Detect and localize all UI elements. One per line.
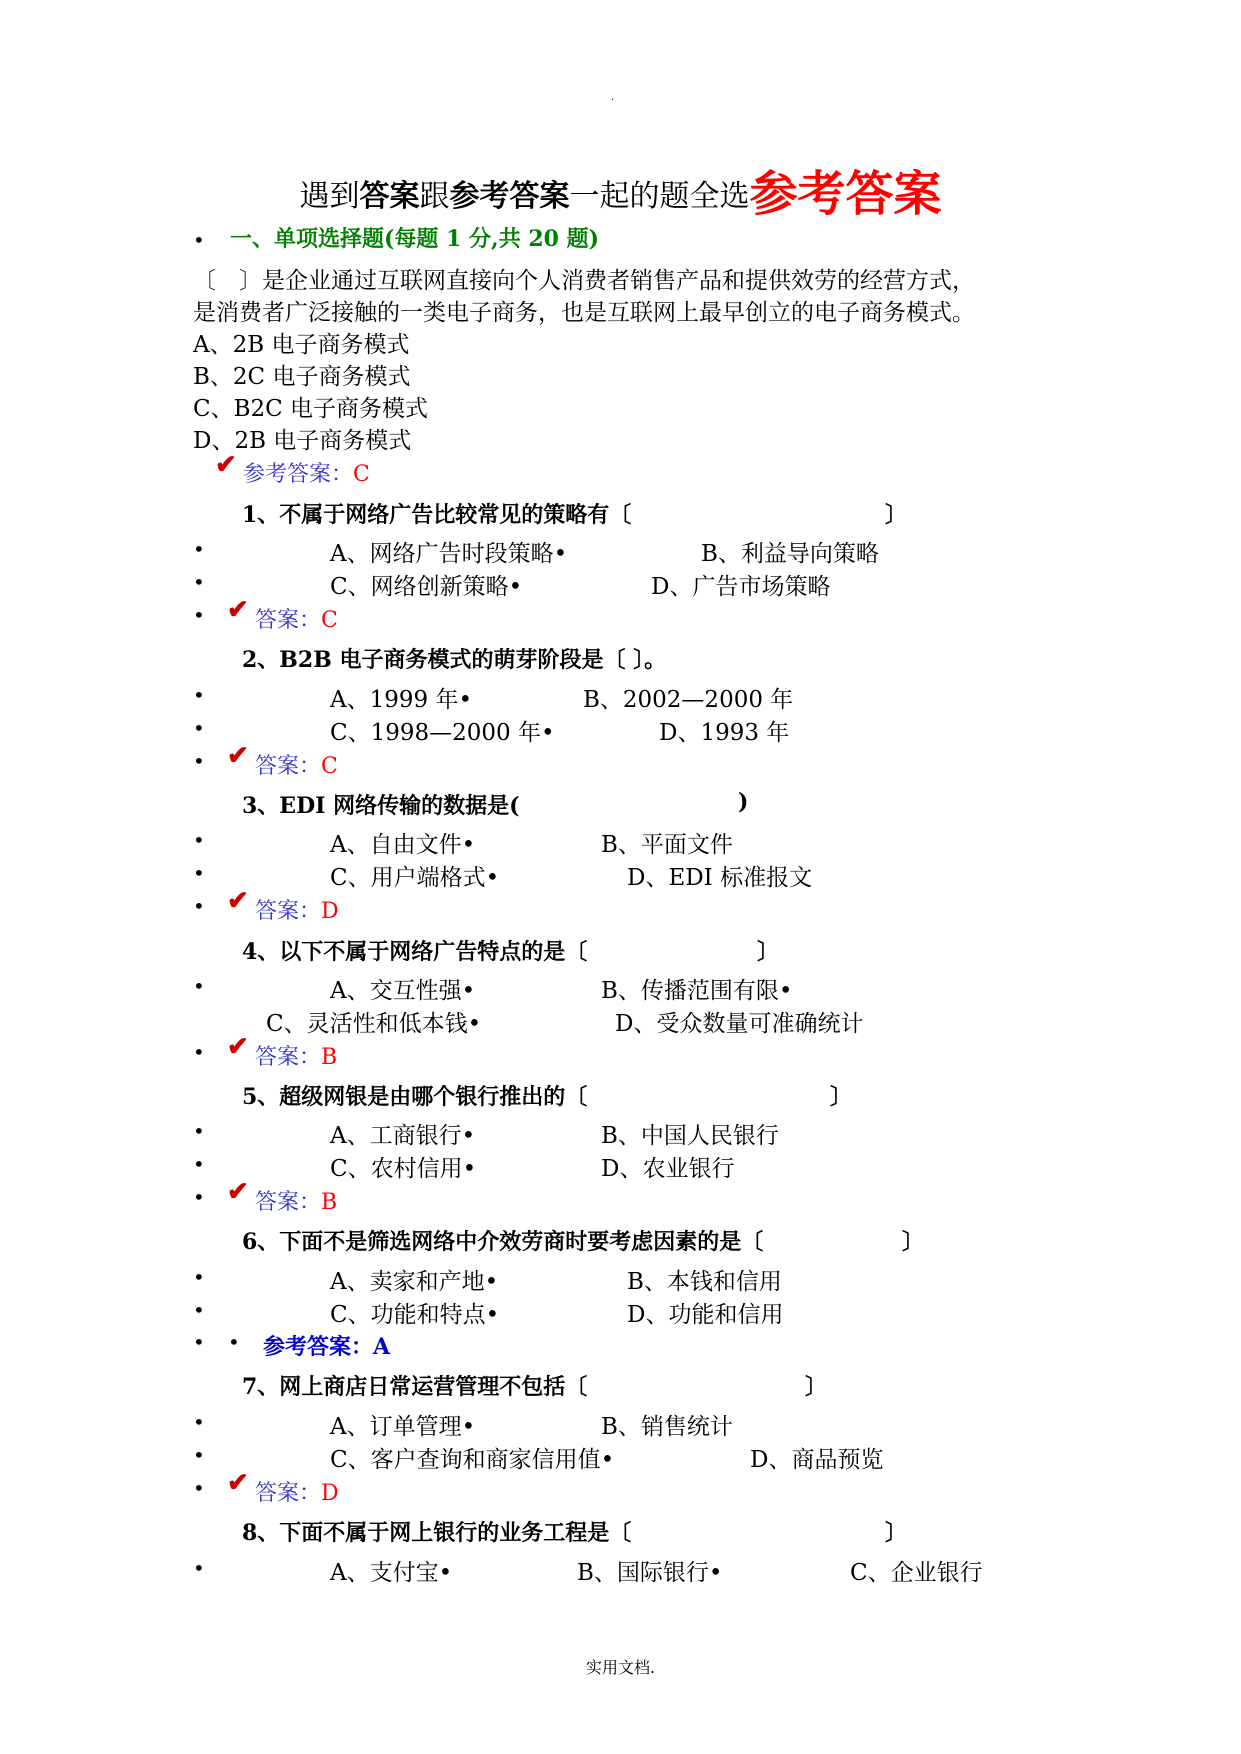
q6-option-d: D、功能和信用 — [627, 1302, 784, 1328]
q5-option-a: A、工商银行• — [330, 1123, 476, 1149]
answer-label: 答案： — [255, 754, 322, 779]
question-3: 3、EDI 网络传输的数据是( — [242, 793, 520, 819]
q1-option-b: B、利益导向策略 — [701, 541, 879, 567]
bullet: • — [193, 749, 205, 773]
title-part-3: 跟 — [419, 179, 450, 214]
checkmark-icon: ✔ — [227, 595, 249, 625]
question-7: 7、网上商店日常运营管理不包括〔 — [242, 1374, 588, 1400]
q7-option-c: C、客户查询和商家信用值• — [330, 1447, 615, 1473]
bullet: • — [193, 1265, 205, 1289]
q5-option-b: B、中国人民银行 — [601, 1123, 779, 1149]
q2-option-d: D、1993 年 — [659, 720, 790, 746]
question-8: 8、下面不属于网上银行的业务工程是〔 — [242, 1520, 632, 1546]
q1-answer — [255, 603, 338, 634]
page-title — [0, 155, 1241, 224]
q4-option-b: B、传播范围有限• — [601, 978, 793, 1004]
question-2: 2、B2B 电子商务模式的萌芽阶段是〔 〕。 — [242, 647, 667, 673]
q2-answer — [255, 749, 338, 780]
q2-option-b: B、2002—2000 年 — [583, 687, 794, 713]
intro-option-d: D、2B 电子商务模式 — [193, 428, 412, 454]
answer-value: C — [321, 608, 338, 633]
q5-answer — [255, 1185, 337, 1216]
q7-option-d: D、商品预览 — [750, 1447, 884, 1473]
q3-option-c: C、用户端格式• — [330, 865, 500, 891]
bullet: • — [193, 570, 205, 594]
answer-value: D — [321, 1481, 339, 1506]
q4-option-d: D、受众数量可准确统计 — [615, 1011, 864, 1037]
bullet: • — [228, 1330, 240, 1354]
answer-label: 答案： — [255, 899, 322, 924]
q5-option-c: C、农村信用• — [330, 1156, 477, 1182]
bullet: • — [193, 1556, 205, 1580]
q8-option-b: B、国际银行• — [577, 1560, 723, 1586]
bullet: • — [193, 1476, 205, 1500]
title-highlight: 参考答案 — [749, 166, 942, 222]
bullet: • — [193, 1330, 205, 1354]
title-part-4: 参考答案 — [449, 179, 570, 214]
answer-label: 参考答案： — [263, 1334, 374, 1360]
q2-option-a: A、1999 年• — [330, 687, 473, 713]
q3-option-a: A、自由文件• — [330, 832, 476, 858]
q1-option-d: D、广告市场策略 — [651, 574, 831, 600]
answer-value: B — [321, 1045, 338, 1070]
q6-answer — [263, 1330, 390, 1361]
q8-option-a: A、支付宝• — [330, 1560, 453, 1586]
q7-option-b: B、销售统计 — [601, 1414, 733, 1440]
q3-option-d: D、EDI 标准报文 — [627, 865, 813, 891]
bullet: • — [193, 1298, 205, 1322]
title-part-1: 遇到 — [299, 179, 360, 214]
question-6: 6、下面不是筛选网络中介效劳商时要考虑因素的是〔 — [242, 1229, 764, 1255]
bullet: • — [193, 1443, 205, 1467]
section-heading: 一、单项选择题(每题 1 分,共 20 题) — [230, 226, 600, 252]
intro-answer — [243, 457, 370, 488]
checkmark-icon: ✔ — [227, 741, 249, 771]
answer-value: B — [321, 1190, 338, 1215]
answer-value: D — [321, 899, 339, 924]
bullet: • — [193, 1185, 205, 1209]
q8-option-c: C、企业银行 — [850, 1560, 983, 1586]
q4-option-c: C、灵活性和低本钱• — [266, 1011, 482, 1037]
q4-option-a: A、交互性强• — [330, 978, 476, 1004]
answer-value: C — [353, 462, 370, 487]
q3-answer — [255, 894, 339, 925]
q1-option-c: C、网络创新策略• — [330, 574, 523, 600]
question-8-close: 〕 — [885, 1520, 908, 1546]
intro-option-a: A、2B 电子商务模式 — [193, 332, 410, 358]
checkmark-icon: ✔ — [227, 1032, 249, 1062]
q2-option-c: C、1998—2000 年• — [330, 720, 555, 746]
intro-option-b: B、2C 电子商务模式 — [193, 364, 411, 390]
bullet: • — [193, 1040, 205, 1064]
question-4-close: 〕 — [757, 939, 780, 965]
bullet: • — [193, 537, 205, 561]
q6-option-a: A、卖家和产地• — [330, 1269, 499, 1295]
answer-value: C — [321, 754, 338, 779]
bullet: • — [193, 974, 205, 998]
q7-answer — [255, 1476, 339, 1507]
q6-option-b: B、本钱和信用 — [627, 1269, 782, 1295]
question-1-close: 〕 — [885, 502, 908, 528]
intro-line-2: 是消费者广泛接触的一类电子商务，也是互联网上最早创立的电子商务模式。 — [193, 300, 975, 326]
q4-answer — [255, 1040, 337, 1071]
checkmark-icon: ✔ — [227, 1468, 249, 1498]
checkmark-icon: ✔ — [227, 886, 249, 916]
header-dot: . — [611, 92, 615, 103]
bullet: • — [193, 828, 205, 852]
intro-line-1: 〔 〕是企业通过互联网直接向个人消费者销售产品和提供效劳的经营方式， — [193, 268, 975, 294]
answer-label: 答案： — [255, 1045, 322, 1070]
bullet: • — [193, 861, 205, 885]
checkmark-icon: ✔ — [215, 450, 237, 480]
q5-option-d: D、农业银行 — [601, 1156, 735, 1182]
question-5: 5、超级网银是由哪个银行推出的〔 — [242, 1084, 588, 1110]
checkmark-icon: ✔ — [227, 1177, 249, 1207]
answer-label: 参考答案： — [243, 462, 354, 487]
bullet: • — [193, 683, 205, 707]
answer-value: A — [373, 1334, 391, 1360]
title-part-2: 答案 — [359, 179, 420, 214]
question-1: 1、不属于网络广告比较常见的策略有〔 — [242, 502, 632, 528]
intro-option-c: C、B2C 电子商务模式 — [193, 396, 429, 422]
question-7-close: 〕 — [805, 1374, 828, 1400]
answer-label: 答案： — [255, 608, 322, 633]
title-part-5: 一起的题全选 — [569, 179, 750, 214]
bullet: • — [193, 716, 205, 740]
answer-label: 答案： — [255, 1190, 322, 1215]
q6-option-c: C、功能和特点• — [330, 1302, 500, 1328]
question-6-close: 〕 — [902, 1229, 925, 1255]
question-4: 4、以下不属于网络广告特点的是〔 — [242, 939, 588, 965]
bullet: • — [193, 603, 205, 627]
bullet: • — [193, 1152, 205, 1176]
q1-option-a: A、网络广告时段策略• — [330, 541, 568, 567]
bullet: • — [193, 894, 205, 918]
q7-option-a: A、订单管理• — [330, 1414, 476, 1440]
q3-option-b: B、平面文件 — [601, 832, 733, 858]
bullet: • — [193, 228, 205, 252]
page-footer: 实用文档. — [585, 1658, 656, 1677]
bullet: • — [193, 1410, 205, 1434]
bullet: • — [193, 1119, 205, 1143]
answer-label: 答案： — [255, 1481, 322, 1506]
question-3-close: ) — [738, 789, 749, 815]
question-5-close: 〕 — [830, 1084, 853, 1110]
